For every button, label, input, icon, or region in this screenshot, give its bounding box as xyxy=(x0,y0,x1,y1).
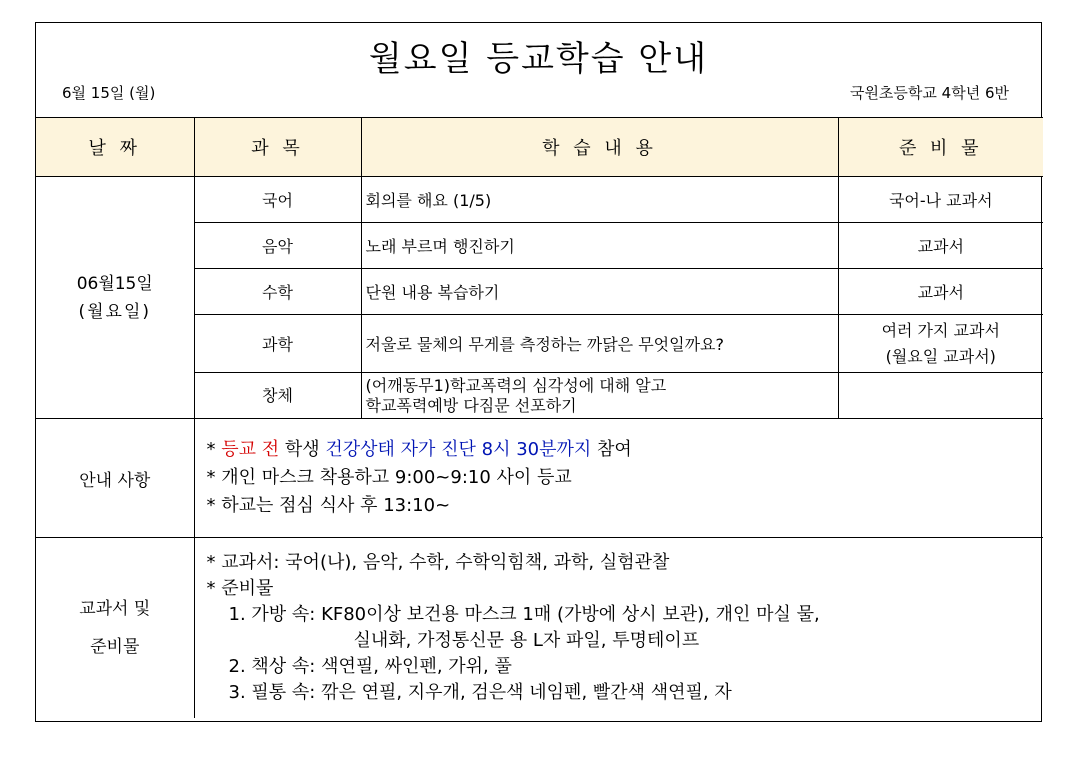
supplies-line: 실내화, 가정통신문 용 L자 파일, 투명테이프 xyxy=(353,630,700,651)
notice-line xyxy=(207,436,1044,464)
subject-cell: 음악 xyxy=(194,223,361,269)
notice-row xyxy=(36,419,1043,538)
supplies-label-line: 교과서 및 xyxy=(79,599,151,619)
notice-text: 학생 xyxy=(279,439,326,460)
materials-cell: 교과서 xyxy=(838,269,1043,315)
subject-cell: 국어 xyxy=(194,177,361,223)
subject-cell: 수학 xyxy=(194,269,361,315)
table-header-row xyxy=(36,118,1043,177)
day-cell xyxy=(36,177,194,419)
header-materials: 준 비 물 xyxy=(838,118,1043,177)
notice-line: * 개인 마스크 착용하고 9:00~9:10 사이 등교 xyxy=(206,467,572,488)
content-cell: 회의를 해요 (1/5) xyxy=(361,177,838,223)
content-cell: 저울로 물체의 무게를 측정하는 까닭은 무엇일까요? xyxy=(361,315,838,373)
supplies-content xyxy=(194,538,1043,719)
supplies-line: * 교과서: 국어(나), 음악, 수학, 수학익힘책, 과학, 실험관찰 xyxy=(206,552,670,573)
supplies-label xyxy=(36,538,194,719)
notice-content xyxy=(194,419,1043,538)
supplies-label-line: 준비물 xyxy=(90,637,140,657)
bullet: * xyxy=(206,439,222,460)
table-row xyxy=(36,177,1043,223)
materials-line: 여러 가지 교과서 xyxy=(881,320,1000,340)
content-cell: 단원 내용 복습하기 xyxy=(361,269,838,315)
materials-line: (월요일 교과서) xyxy=(885,346,996,366)
school-class: 국원초등학교 4학년 6반 xyxy=(849,84,1009,102)
supplies-line: 1. 가방 속: KF80이상 보건용 마스크 1매 (가방에 상시 보관), 개인 마실 물, xyxy=(228,604,820,625)
subject-cell: 과학 xyxy=(194,315,361,373)
materials-cell: 교과서 xyxy=(838,223,1043,269)
header-content: 학 습 내 용 xyxy=(361,118,838,177)
schedule-table xyxy=(36,117,1043,718)
day-weekday: (월요일) xyxy=(78,301,152,322)
materials-cell xyxy=(838,315,1043,373)
supplies-line: 2. 책상 속: 색연필, 싸인펜, 가위, 풀 xyxy=(228,656,512,677)
notice-line: * 하교는 점심 식사 후 13:10~ xyxy=(206,495,451,516)
content-cell xyxy=(361,373,838,419)
notice-label: 안내 사항 xyxy=(36,419,194,538)
header-subject: 과 목 xyxy=(194,118,361,177)
notice-text: 참여 xyxy=(591,439,632,460)
subject-cell: 창체 xyxy=(194,373,361,419)
day-date: 06월15일 xyxy=(76,273,153,294)
supplies-line: 3. 필통 속: 깎은 연필, 지우개, 검은색 네임펜, 빨간색 색연필, 자 xyxy=(228,682,732,703)
supplies-row xyxy=(36,538,1043,719)
header-date: 날 짜 xyxy=(36,118,194,177)
page-title: 월요일 등교학습 안내 xyxy=(368,39,709,79)
materials-cell xyxy=(838,373,1043,419)
notice-highlight-blue: 건강상태 자가 진단 8시 30분까지 xyxy=(325,439,592,460)
notice-sheet xyxy=(35,22,1042,722)
notice-date: 6월 15일 (월) xyxy=(62,84,156,102)
supplies-line: * 준비물 xyxy=(206,578,274,599)
notice-highlight-red: 등교 전 xyxy=(221,439,280,460)
content-cell: 노래 부르며 행진하기 xyxy=(361,223,838,269)
content-line: (어깨동무1)학교폭력의 심각성에 대해 알고 xyxy=(365,375,667,395)
content-line: 학교폭력예방 다짐문 선포하기 xyxy=(365,395,577,415)
materials-cell: 국어-나 교과서 xyxy=(838,177,1043,223)
